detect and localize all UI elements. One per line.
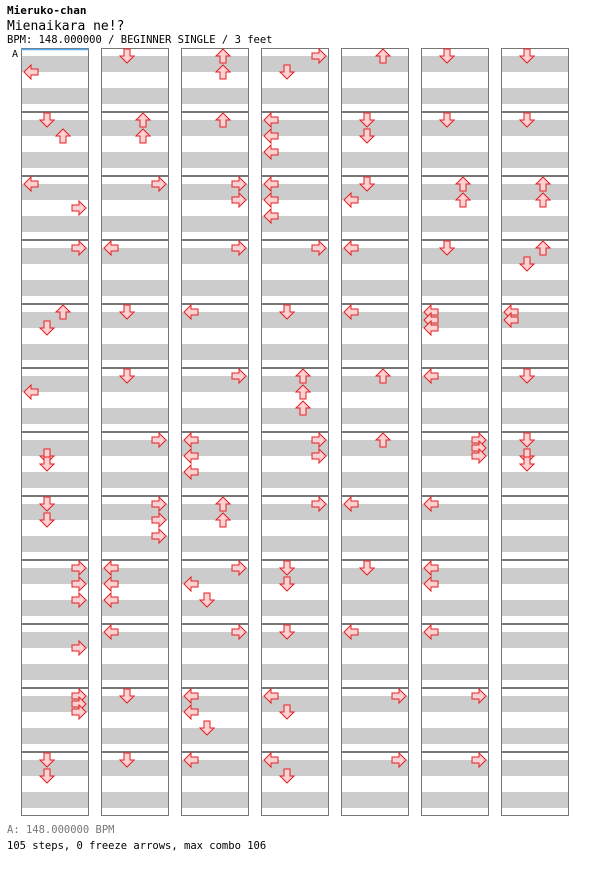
beat-stripe [501, 184, 569, 200]
beat-stripe [21, 504, 89, 520]
beat-stripe [101, 792, 169, 808]
beat-stripe [421, 344, 489, 360]
beat-stripe [341, 536, 409, 552]
beat-stripe [21, 344, 89, 360]
beat-stripe [261, 376, 329, 392]
beat-stripe [421, 216, 489, 232]
beat-stripe [181, 120, 249, 136]
beat-stripe [341, 120, 409, 136]
beat-stripe [341, 408, 409, 424]
song-artist: Mieruko-chan [7, 4, 87, 17]
beat-stripe [501, 440, 569, 456]
beat-stripe [501, 792, 569, 808]
beat-stripe [21, 312, 89, 328]
beat-stripe [501, 344, 569, 360]
beat-stripe [501, 536, 569, 552]
beat-stripe [421, 408, 489, 424]
beat-stripe [21, 472, 89, 488]
beat-stripe [341, 216, 409, 232]
beat-stripe [421, 280, 489, 296]
beat-stripe [501, 56, 569, 72]
bpm-marker-label: A [12, 49, 19, 60]
beat-stripe [421, 120, 489, 136]
beat-stripe [421, 152, 489, 168]
beat-stripe [261, 728, 329, 744]
beat-stripe [101, 120, 169, 136]
beat-stripe [501, 728, 569, 744]
beat-stripe [421, 664, 489, 680]
beat-stripe [21, 792, 89, 808]
beat-stripe [181, 408, 249, 424]
beat-stripe [421, 728, 489, 744]
beat-stripe [421, 536, 489, 552]
beat-stripe [421, 472, 489, 488]
beat-stripe [501, 152, 569, 168]
down-arrow-note [520, 457, 534, 471]
beat-stripe [421, 88, 489, 104]
beat-stripe [341, 344, 409, 360]
beat-stripe [341, 728, 409, 744]
beat-stripe [101, 760, 169, 776]
beat-stripe [261, 632, 329, 648]
beat-stripe [341, 664, 409, 680]
beat-stripe [501, 664, 569, 680]
right-arrow-note [72, 201, 86, 215]
beat-stripe [421, 56, 489, 72]
beat-stripe [261, 568, 329, 584]
beat-stripe [421, 248, 489, 264]
beat-stripe [341, 472, 409, 488]
beat-stripe [341, 440, 409, 456]
song-title: Mienaikara ne!? [7, 19, 125, 34]
beat-stripe [181, 88, 249, 104]
beat-stripe [181, 504, 249, 520]
beat-stripe [421, 184, 489, 200]
beat-stripe [181, 56, 249, 72]
beat-stripe [501, 248, 569, 264]
beat-stripe [21, 408, 89, 424]
beat-stripe [181, 792, 249, 808]
beat-stripe [501, 216, 569, 232]
bpm-legend: A: 148.000000 BPM [7, 824, 115, 836]
beat-stripe [261, 600, 329, 616]
chart-info: BPM: 148.000000 / BEGINNER SINGLE / 3 feet [7, 34, 273, 46]
beat-stripe [101, 728, 169, 744]
beat-stripe [501, 472, 569, 488]
beat-stripe [261, 664, 329, 680]
beat-stripe [101, 664, 169, 680]
beat-stripe [261, 408, 329, 424]
beat-stripe [101, 408, 169, 424]
beat-stripe [501, 568, 569, 584]
beat-stripe [501, 376, 569, 392]
beat-stripe [501, 88, 569, 104]
beat-stripe [501, 696, 569, 712]
beat-stripe [21, 280, 89, 296]
beat-stripe [21, 216, 89, 232]
down-arrow-note [40, 457, 54, 471]
beat-stripe [21, 88, 89, 104]
beat-stripe [341, 376, 409, 392]
beat-stripe [101, 472, 169, 488]
beat-stripe [181, 728, 249, 744]
beat-stripe [341, 280, 409, 296]
beat-stripe [261, 312, 329, 328]
beat-stripe [181, 216, 249, 232]
beat-stripe [501, 600, 569, 616]
step-stats: 105 steps, 0 freeze arrows, max combo 106 [7, 840, 267, 852]
beat-stripe [181, 152, 249, 168]
beat-stripe [501, 408, 569, 424]
beat-stripe [101, 216, 169, 232]
beat-stripe [341, 88, 409, 104]
beat-stripe [501, 760, 569, 776]
beat-stripe [341, 600, 409, 616]
beat-stripe [261, 280, 329, 296]
beat-stripe [101, 344, 169, 360]
beat-stripe [501, 504, 569, 520]
beat-stripe [261, 536, 329, 552]
beat-stripe [501, 280, 569, 296]
beat-stripe [101, 152, 169, 168]
beat-stripe [341, 792, 409, 808]
beat-stripe [261, 344, 329, 360]
beat-stripe [421, 792, 489, 808]
beat-stripe [181, 536, 249, 552]
beat-stripe [341, 56, 409, 72]
beat-stripe [101, 280, 169, 296]
beat-stripe [101, 312, 169, 328]
beat-stripe [501, 632, 569, 648]
beat-stripe [101, 56, 169, 72]
beat-stripe [21, 120, 89, 136]
beat-stripe [181, 664, 249, 680]
beat-stripe [21, 664, 89, 680]
beat-stripe [21, 440, 89, 456]
beat-stripe [21, 760, 89, 776]
beat-stripe [421, 600, 489, 616]
beat-stripe [341, 152, 409, 168]
beat-stripe [501, 120, 569, 136]
beat-stripe [21, 536, 89, 552]
beat-stripe [261, 472, 329, 488]
beat-stripe [21, 728, 89, 744]
beat-stripe [101, 696, 169, 712]
beat-stripe [261, 792, 329, 808]
beat-stripe [341, 568, 409, 584]
beat-stripe [181, 280, 249, 296]
beat-stripe [261, 88, 329, 104]
beat-stripe [101, 88, 169, 104]
beat-stripe [101, 376, 169, 392]
beat-stripe [181, 344, 249, 360]
beat-stripe [181, 600, 249, 616]
beat-stripe [21, 152, 89, 168]
